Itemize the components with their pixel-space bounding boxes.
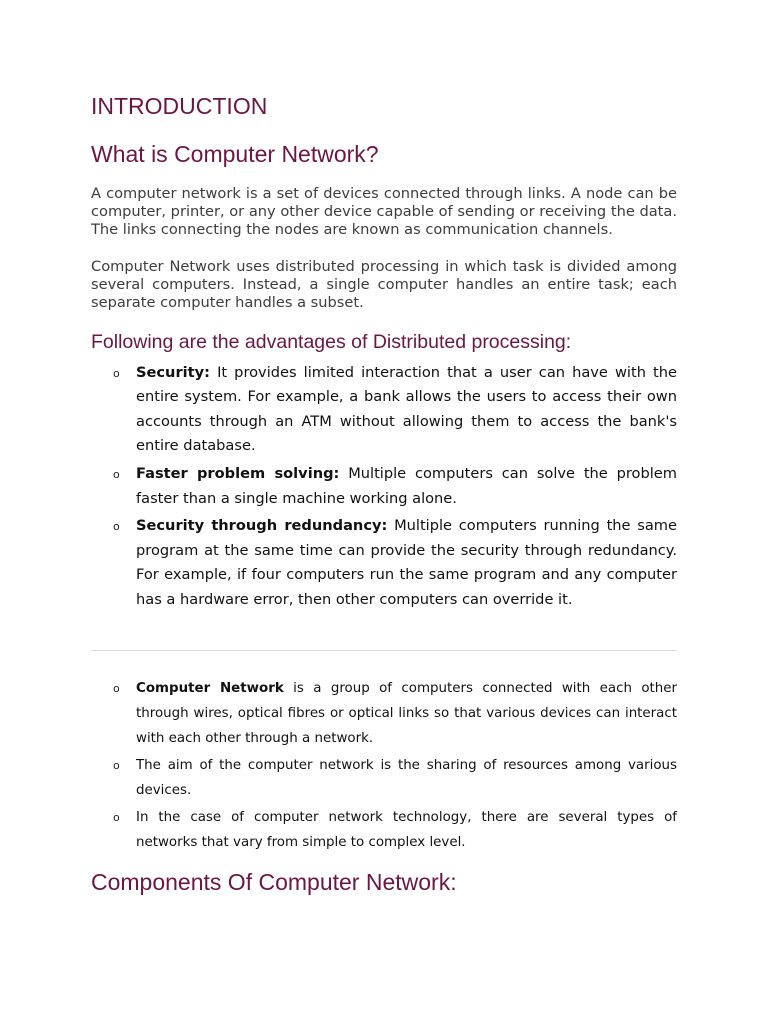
list-item [91, 361, 677, 459]
network-definition-paragraph: A computer network is a set of devices connected through links. A node can be computer, printer, or any other device capable of sending or receiving the data. The links connecting the nodes are known as communication channels. [91, 185, 677, 238]
advantages-heading: Following are the advantages of Distributed processing: [91, 331, 572, 353]
list-item-text: In the case of computer network technology, there are several types of networks that vary from simple to complex level. [136, 810, 677, 850]
distributed-processing-paragraph: Computer Network uses distributed processing in which task is divided among several computers. Instead, a single computer handles an entire task; each separate computer handles a subset. [91, 258, 677, 311]
list-item [91, 805, 677, 855]
bullet-marker: o [113, 367, 120, 380]
list-item-text: The aim of the computer network is the sharing of resources among various devices. [136, 758, 677, 798]
list-item-term: Faster problem solving: [136, 465, 340, 483]
list-item [91, 462, 677, 511]
list-item-term: Security through redundancy: [136, 517, 388, 535]
intro-heading: INTRODUCTION [91, 93, 268, 119]
bullet-marker: o [113, 520, 120, 534]
list-item [91, 753, 677, 803]
bullet-marker: o [113, 468, 120, 482]
list-item [91, 676, 677, 751]
list-item-text: Multiple computers can solve the problem faster than a single machine working alone. [136, 465, 677, 507]
what-is-network-heading: What is Computer Network? [91, 141, 379, 167]
list-item-text: Multiple computers running the same program at the same time can provide the security through redundancy. For example, if four computers run the same program and any computer has a hardware error, then other computers can override it. [136, 517, 677, 608]
list-item-term: Computer Network [136, 681, 284, 696]
list-item-term: Security: [136, 364, 210, 381]
list-item-text: It provides limited interaction that a user can have with the entire system. For example, a bank allows the users to access their own accounts through an ATM without allowing them to access the bank's entire database. [136, 364, 677, 455]
summary-list [91, 676, 677, 857]
list-item [91, 514, 677, 612]
list-item-text: is a group of computers connected with each other through wires, optical fibres or optical links so that various devices can interact with each other through a network. [136, 681, 677, 746]
section-divider [91, 650, 677, 651]
advantages-list [91, 361, 677, 616]
bullet-marker: o [113, 811, 120, 824]
bullet-marker: o [113, 682, 120, 695]
components-heading: Components Of Computer Network: [91, 869, 457, 895]
bullet-marker: o [113, 759, 120, 772]
